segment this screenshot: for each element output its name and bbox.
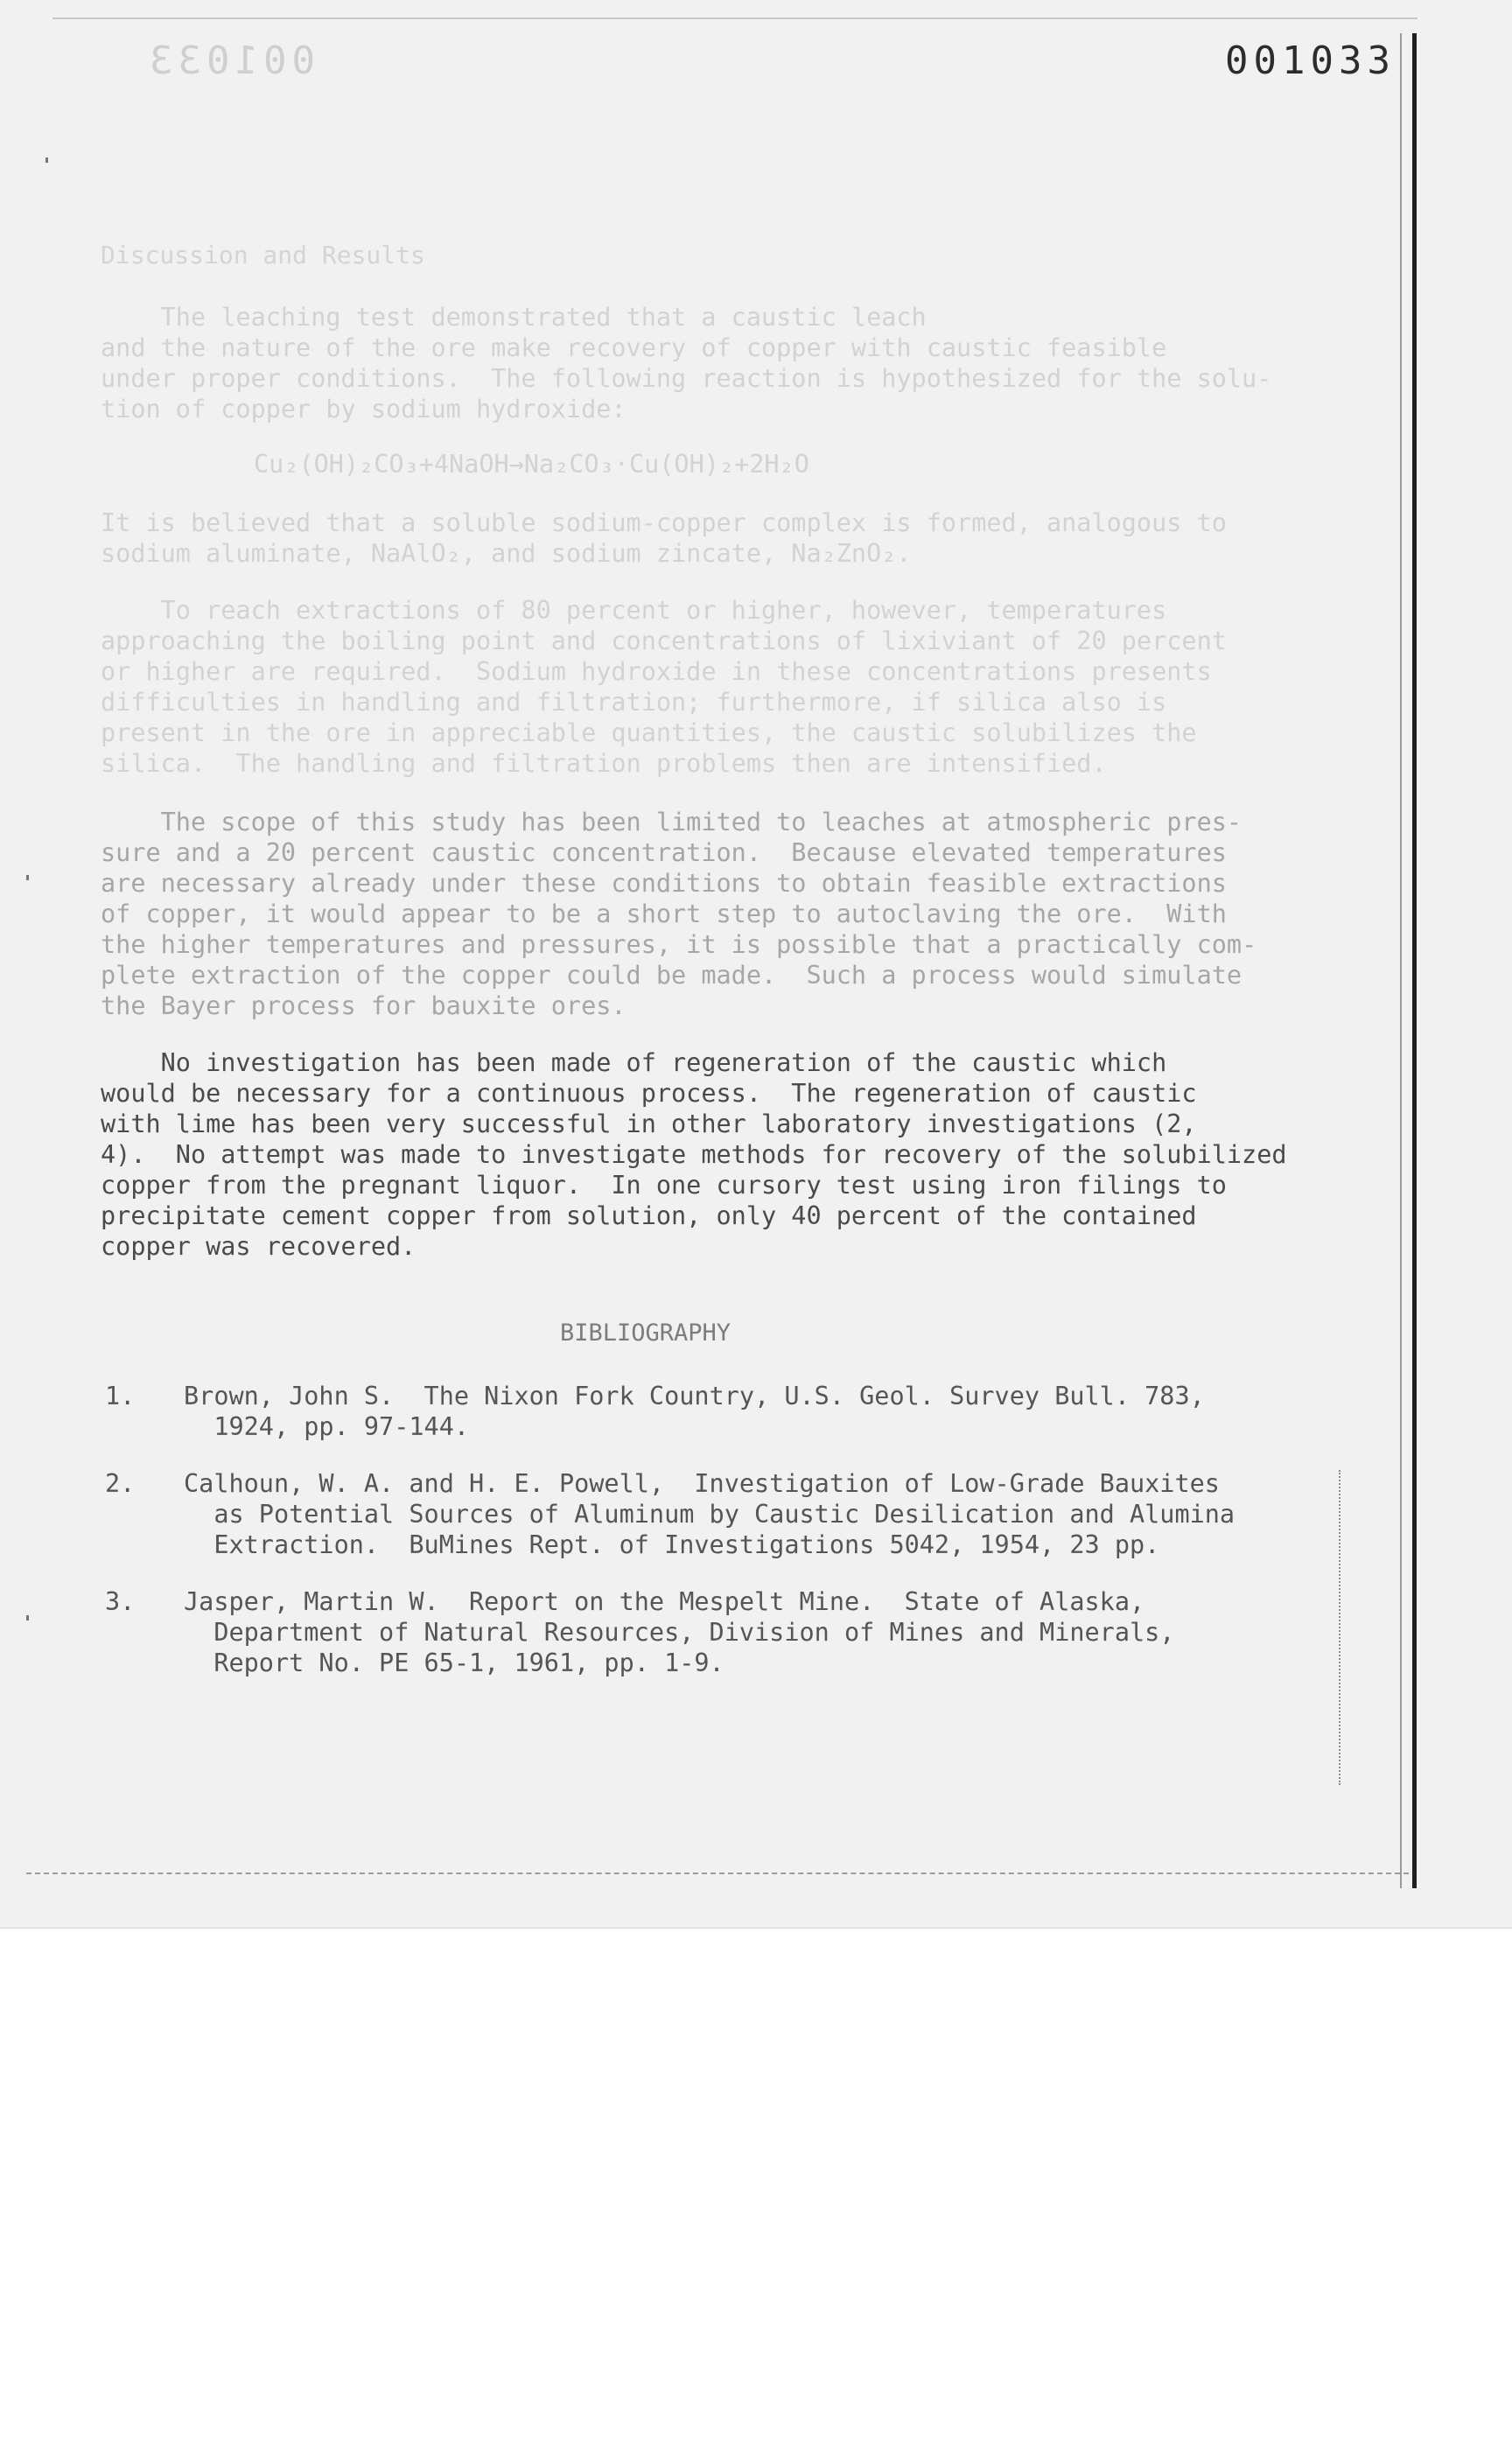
scan-mark xyxy=(26,1615,29,1620)
bibliography-title: BIBLIOGRAPHY xyxy=(560,1320,732,1347)
section-heading: Discussion and Results xyxy=(101,241,425,270)
scan-edge-right xyxy=(1412,33,1417,1888)
bleed-through-number: 001033 xyxy=(144,38,315,83)
bibliography-number: 2. xyxy=(105,1469,136,1498)
paragraph-regeneration: No investigation has been made of regeneration of the caustic which would be necessary for a continuous process. The regeneration of caustic with lime has been very successful in other laboratory investigations (2, 4). No attempt was made to investigate methods for recovery of the solubilized copper from the pregnant liquor. In one cursory test using iron filings to precipitate cement copper from solution, only 40 percent of the contained copper was recovered. xyxy=(101,1048,1287,1261)
scan-edge-top xyxy=(52,18,1418,19)
bibliography-text: Jasper, Martin W. Report on the Mespelt Mine. State of Alaska, Department of Natural Resources, Division of Mines and Minerals, Report No. PE 65-1, 1961, pp. 1-9. xyxy=(184,1587,1175,1677)
document-number: 001033 xyxy=(1225,38,1396,83)
bibliography-number: 3. xyxy=(105,1587,136,1616)
paragraph-intro: The leaching test demonstrated that a caustic leach and the nature of the ore make recovery of copper with caustic feasible under proper conditions. The following reaction is hypothesized for the solu- tion of copper by sodium hydroxide: xyxy=(101,303,1272,424)
scan-edge-bottom xyxy=(26,1872,1409,1876)
paragraph-complex: It is believed that a soluble sodium-copper complex is formed, analogous to sodium aluminate, NaAlO₂, and sodium zincate, Na₂ZnO₂. xyxy=(101,508,1227,568)
paragraph-scope: The scope of this study has been limited to leaches at atmospheric pres- sure and a 20 percent caustic concentration. Because elevated temperatures are necessary already under these conditions to obtain feasible extractions of copper, it would appear to be a short step to autoclaving the ore. With the higher temperatures and pressures, it is possible that a practically com- plete extraction of the copper could be made. Such a process would simulate the Bayer process for bauxite ores. xyxy=(101,808,1257,1020)
bibliography-text: Brown, John S. The Nixon Fork Country, U.S. Geol. Survey Bull. 783, 1924, pp. 97-144. xyxy=(184,1382,1205,1441)
paragraph-extractions: To reach extractions of 80 percent or higher, however, temperatures approaching the boiling point and concentrations of lixiviant of 20 percent or higher are required. Sodium hydroxide in these concentrations presents difficulties in handling and filtration; furthermore, if silica also is present in the ore in appreciable quantities, the caustic solubilizes the silica. The handling and filtration problems then are intensified. xyxy=(101,596,1227,778)
margin-dots xyxy=(1242,1470,1340,1785)
scan-mark xyxy=(26,875,29,880)
scan-edge-right-inner xyxy=(1400,33,1402,1888)
scan-mark xyxy=(46,158,48,163)
bibliography-number: 1. xyxy=(105,1382,136,1410)
bibliography-text: Calhoun, W. A. and H. E. Powell, Investigation of Low-Grade Bauxites as Potential Sources of Aluminum by Caustic Desilication and Alumina Extraction. BuMines Rept. of Investigations 5042, 1954, 23 pp. xyxy=(184,1469,1236,1559)
chemical-formula: Cu₂(OH)₂CO₃+4NaOH→Na₂CO₃·Cu(OH)₂+2H₂O xyxy=(254,450,809,479)
